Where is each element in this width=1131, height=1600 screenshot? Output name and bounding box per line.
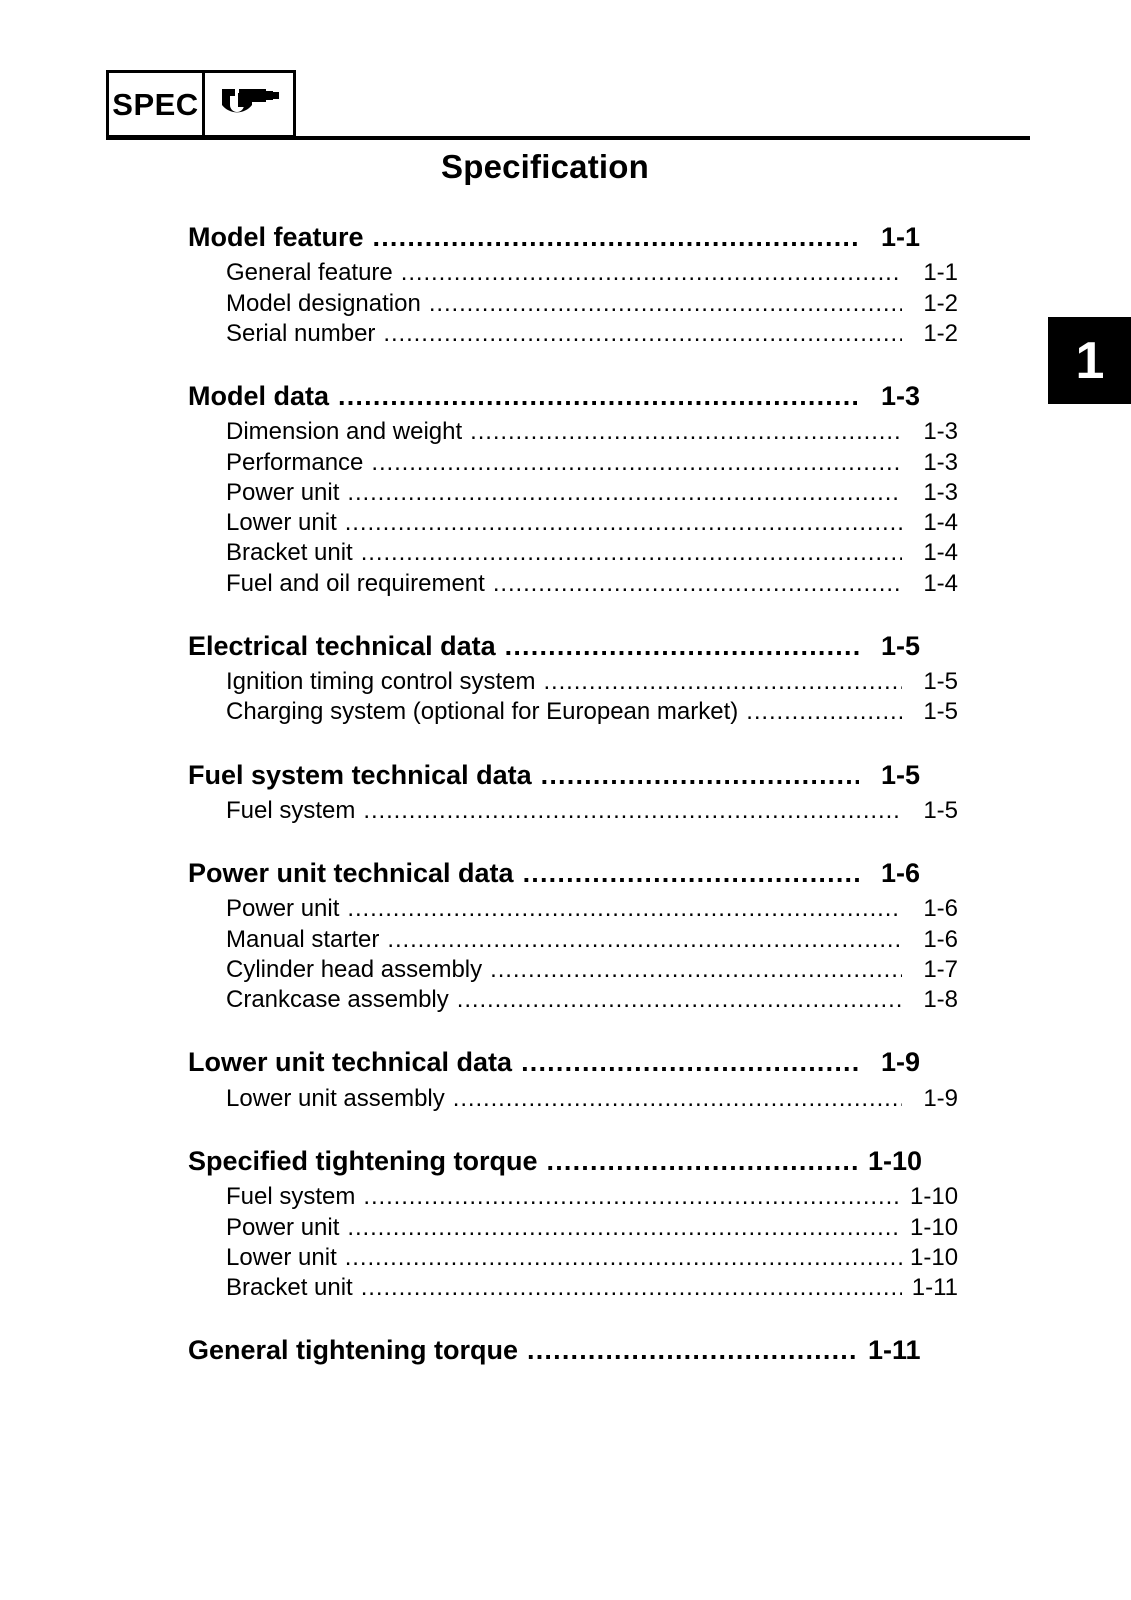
toc-entry-label: Lower unit assembly — [226, 1084, 445, 1112]
toc-entry-level2[interactable] — [226, 289, 958, 319]
toc-entry-level2[interactable] — [226, 448, 958, 478]
toc-leader-dots — [746, 697, 902, 727]
toc-entry-label: Serial number — [226, 319, 376, 347]
toc-entry-label: Dimension and weight — [226, 418, 463, 446]
toc-entry-level1[interactable] — [188, 756, 920, 794]
toc-entry-label: Bracket unit — [226, 1273, 353, 1301]
toc-leader-dots — [505, 627, 859, 665]
toc-entry-page: 1-7 — [923, 955, 958, 983]
toc-leader-dots — [523, 854, 859, 892]
header-divider-rule — [106, 136, 1030, 140]
toc-entry-page: 1-5 — [880, 630, 920, 661]
toc-entry-page: 1-4 — [923, 509, 958, 537]
toc-leader-dots — [363, 1182, 902, 1212]
toc-leader-dots — [347, 894, 902, 924]
toc-entry-label: General tightening torque — [188, 1335, 519, 1366]
toc-entry-level2[interactable] — [226, 894, 958, 924]
toc-entry-level2[interactable] — [226, 1243, 958, 1273]
page-header — [106, 70, 1030, 140]
toc-entry-page: 1-10 — [868, 1145, 923, 1176]
toc-entry-page: 1-6 — [880, 858, 920, 889]
toc-entry-level1[interactable] — [188, 1142, 923, 1180]
toc-entry-page: 1-10 — [910, 1213, 959, 1241]
toc-entry-label: Model designation — [226, 289, 421, 317]
toc-entry-page: 1-1 — [880, 222, 920, 252]
toc-entry-level2[interactable] — [226, 1273, 958, 1303]
spec-label: SPEC — [112, 86, 199, 122]
table-of-contents — [188, 218, 959, 1370]
toc-entry-label: Charging system (optional for European market) — [226, 698, 739, 726]
toc-entry-page: 1-5 — [880, 759, 920, 790]
toc-leader-dots — [453, 1084, 902, 1114]
toc-entry-label: Bracket unit — [226, 539, 353, 567]
toc-entry-level1[interactable] — [188, 1043, 920, 1081]
toc-section — [188, 218, 958, 349]
toc-leader-dots — [527, 1331, 859, 1369]
toc-section — [188, 1043, 958, 1114]
toc-entry-page: 1-2 — [923, 319, 958, 347]
toc-leader-dots — [457, 985, 902, 1015]
toc-entry-level1[interactable] — [188, 854, 920, 892]
toc-entry-page: 1-10 — [910, 1183, 959, 1211]
header-icon-cell — [205, 73, 293, 135]
toc-entry-level2[interactable] — [226, 319, 958, 349]
toc-entry-page: 1-3 — [880, 381, 920, 412]
toc-entry-page: 1-5 — [923, 698, 958, 726]
toc-leader-dots — [470, 417, 902, 447]
toc-entry-level2[interactable] — [226, 508, 958, 538]
toc-entry-level1[interactable] — [188, 218, 920, 256]
header-label-boxes — [106, 70, 296, 138]
toc-entry-page: 1-5 — [923, 668, 958, 696]
toc-entry-level1[interactable] — [188, 627, 920, 665]
toc-entry-level2[interactable] — [226, 1084, 958, 1114]
toc-subitem-list — [188, 1182, 959, 1303]
toc-section — [188, 854, 958, 1015]
toc-leader-dots — [338, 377, 859, 415]
toc-entry-label: Fuel system technical data — [188, 759, 532, 790]
toc-entry-page: 1-9 — [880, 1047, 920, 1078]
toc-leader-dots — [347, 1213, 902, 1243]
toc-section — [188, 1142, 959, 1303]
toc-entry-label: Power unit — [226, 895, 340, 923]
toc-subitem-list — [188, 894, 958, 1015]
toc-leader-dots — [361, 1273, 902, 1303]
toc-entry-page: 1-9 — [923, 1084, 958, 1112]
toc-subitem-list — [188, 667, 958, 727]
toc-leader-dots — [541, 756, 859, 794]
toc-leader-dots — [363, 796, 902, 826]
toc-entry-level2[interactable] — [226, 697, 958, 727]
toc-entry-page: 1-4 — [923, 539, 958, 567]
toc-entry-label: Power unit — [226, 478, 340, 506]
toc-leader-dots — [347, 478, 902, 508]
toc-entry-level2[interactable] — [226, 1182, 958, 1212]
toc-leader-dots — [521, 1043, 859, 1081]
toc-entry-level2[interactable] — [226, 1213, 958, 1243]
toc-leader-dots — [543, 667, 902, 697]
toc-entry-label: Performance — [226, 448, 364, 476]
toc-subitem-list — [188, 1084, 958, 1114]
toc-entry-page: 1-8 — [923, 986, 958, 1014]
toc-leader-dots — [547, 1142, 860, 1180]
toc-entry-level1[interactable] — [188, 377, 920, 415]
toc-subitem-list — [188, 796, 958, 826]
toc-entry-label: Lower unit — [226, 509, 337, 537]
toc-entry-level2[interactable] — [226, 538, 958, 568]
chapter-tab-number: 1 — [1075, 331, 1105, 390]
toc-subitem-list — [188, 417, 958, 598]
toc-entry-label: Manual starter — [226, 925, 380, 953]
toc-leader-dots — [373, 218, 859, 256]
toc-entry-page: 1-5 — [923, 796, 958, 824]
toc-entry-page: 1-3 — [923, 478, 958, 506]
toc-entry-label: General feature — [226, 259, 393, 287]
toc-leader-dots — [429, 289, 902, 319]
toc-entry-level2[interactable] — [226, 667, 958, 697]
spec-label-cell — [109, 73, 205, 135]
toc-entry-page: 1-2 — [923, 289, 958, 317]
toc-section — [188, 377, 958, 599]
toc-entry-label: Lower unit technical data — [188, 1047, 513, 1078]
toc-leader-dots — [490, 955, 902, 985]
toc-entry-level2[interactable] — [226, 955, 958, 985]
toc-entry-label: Specified tightening torque — [188, 1145, 538, 1176]
toc-entry-level2[interactable] — [226, 478, 958, 508]
toc-section — [188, 756, 958, 827]
toc-entry-page: 1-11 — [868, 1335, 921, 1366]
toc-entry-label: Cylinder head assembly — [226, 955, 483, 983]
toc-entry-level1[interactable] — [188, 1331, 920, 1369]
toc-entry-label: Electrical technical data — [188, 630, 496, 661]
toc-entry-page: 1-1 — [923, 259, 958, 287]
toc-leader-dots — [383, 319, 902, 349]
toc-entry-level2[interactable] — [226, 417, 958, 447]
toc-leader-dots — [401, 258, 902, 288]
toc-entry-label: Power unit technical data — [188, 858, 514, 889]
toc-entry-label: Model data — [188, 381, 330, 412]
toc-entry-level2[interactable] — [226, 796, 958, 826]
toc-entry-label: Model feature — [188, 222, 364, 252]
toc-leader-dots — [371, 448, 902, 478]
toc-entry-page: 1-3 — [923, 448, 958, 476]
toc-entry-page: 1-3 — [923, 418, 958, 446]
toc-entry-page: 1-4 — [923, 569, 958, 597]
toc-leader-dots — [493, 569, 902, 599]
toc-entry-page: 1-6 — [923, 925, 958, 953]
toc-section — [188, 1331, 920, 1369]
toc-entry-level2[interactable] — [226, 569, 958, 599]
toc-leader-dots — [345, 1243, 902, 1273]
toc-entry-label: Lower unit — [226, 1243, 337, 1271]
toc-entry-level2[interactable] — [226, 258, 958, 288]
toc-entry-label: Crankcase assembly — [226, 986, 449, 1014]
toc-entry-page: 1-11 — [911, 1273, 958, 1301]
toc-entry-label: Fuel and oil requirement — [226, 569, 485, 597]
toc-entry-page: 1-6 — [923, 895, 958, 923]
chapter-tab — [1048, 317, 1131, 404]
toc-leader-dots — [387, 925, 902, 955]
toc-subitem-list — [188, 258, 958, 349]
page-title: Specification — [441, 148, 649, 185]
toc-entry-level2[interactable] — [226, 925, 958, 955]
toc-entry-label: Fuel system — [226, 796, 356, 824]
toc-entry-label: Fuel system — [226, 1183, 356, 1211]
toc-section — [188, 627, 958, 728]
toc-entry-label: Ignition timing control system — [226, 668, 536, 696]
toc-entry-label: Power unit — [226, 1213, 340, 1241]
toc-leader-dots — [361, 538, 902, 568]
toc-leader-dots — [345, 508, 902, 538]
toc-entry-level2[interactable] — [226, 985, 958, 1015]
micrometer-icon — [218, 85, 280, 124]
toc-entry-page: 1-10 — [910, 1243, 959, 1271]
